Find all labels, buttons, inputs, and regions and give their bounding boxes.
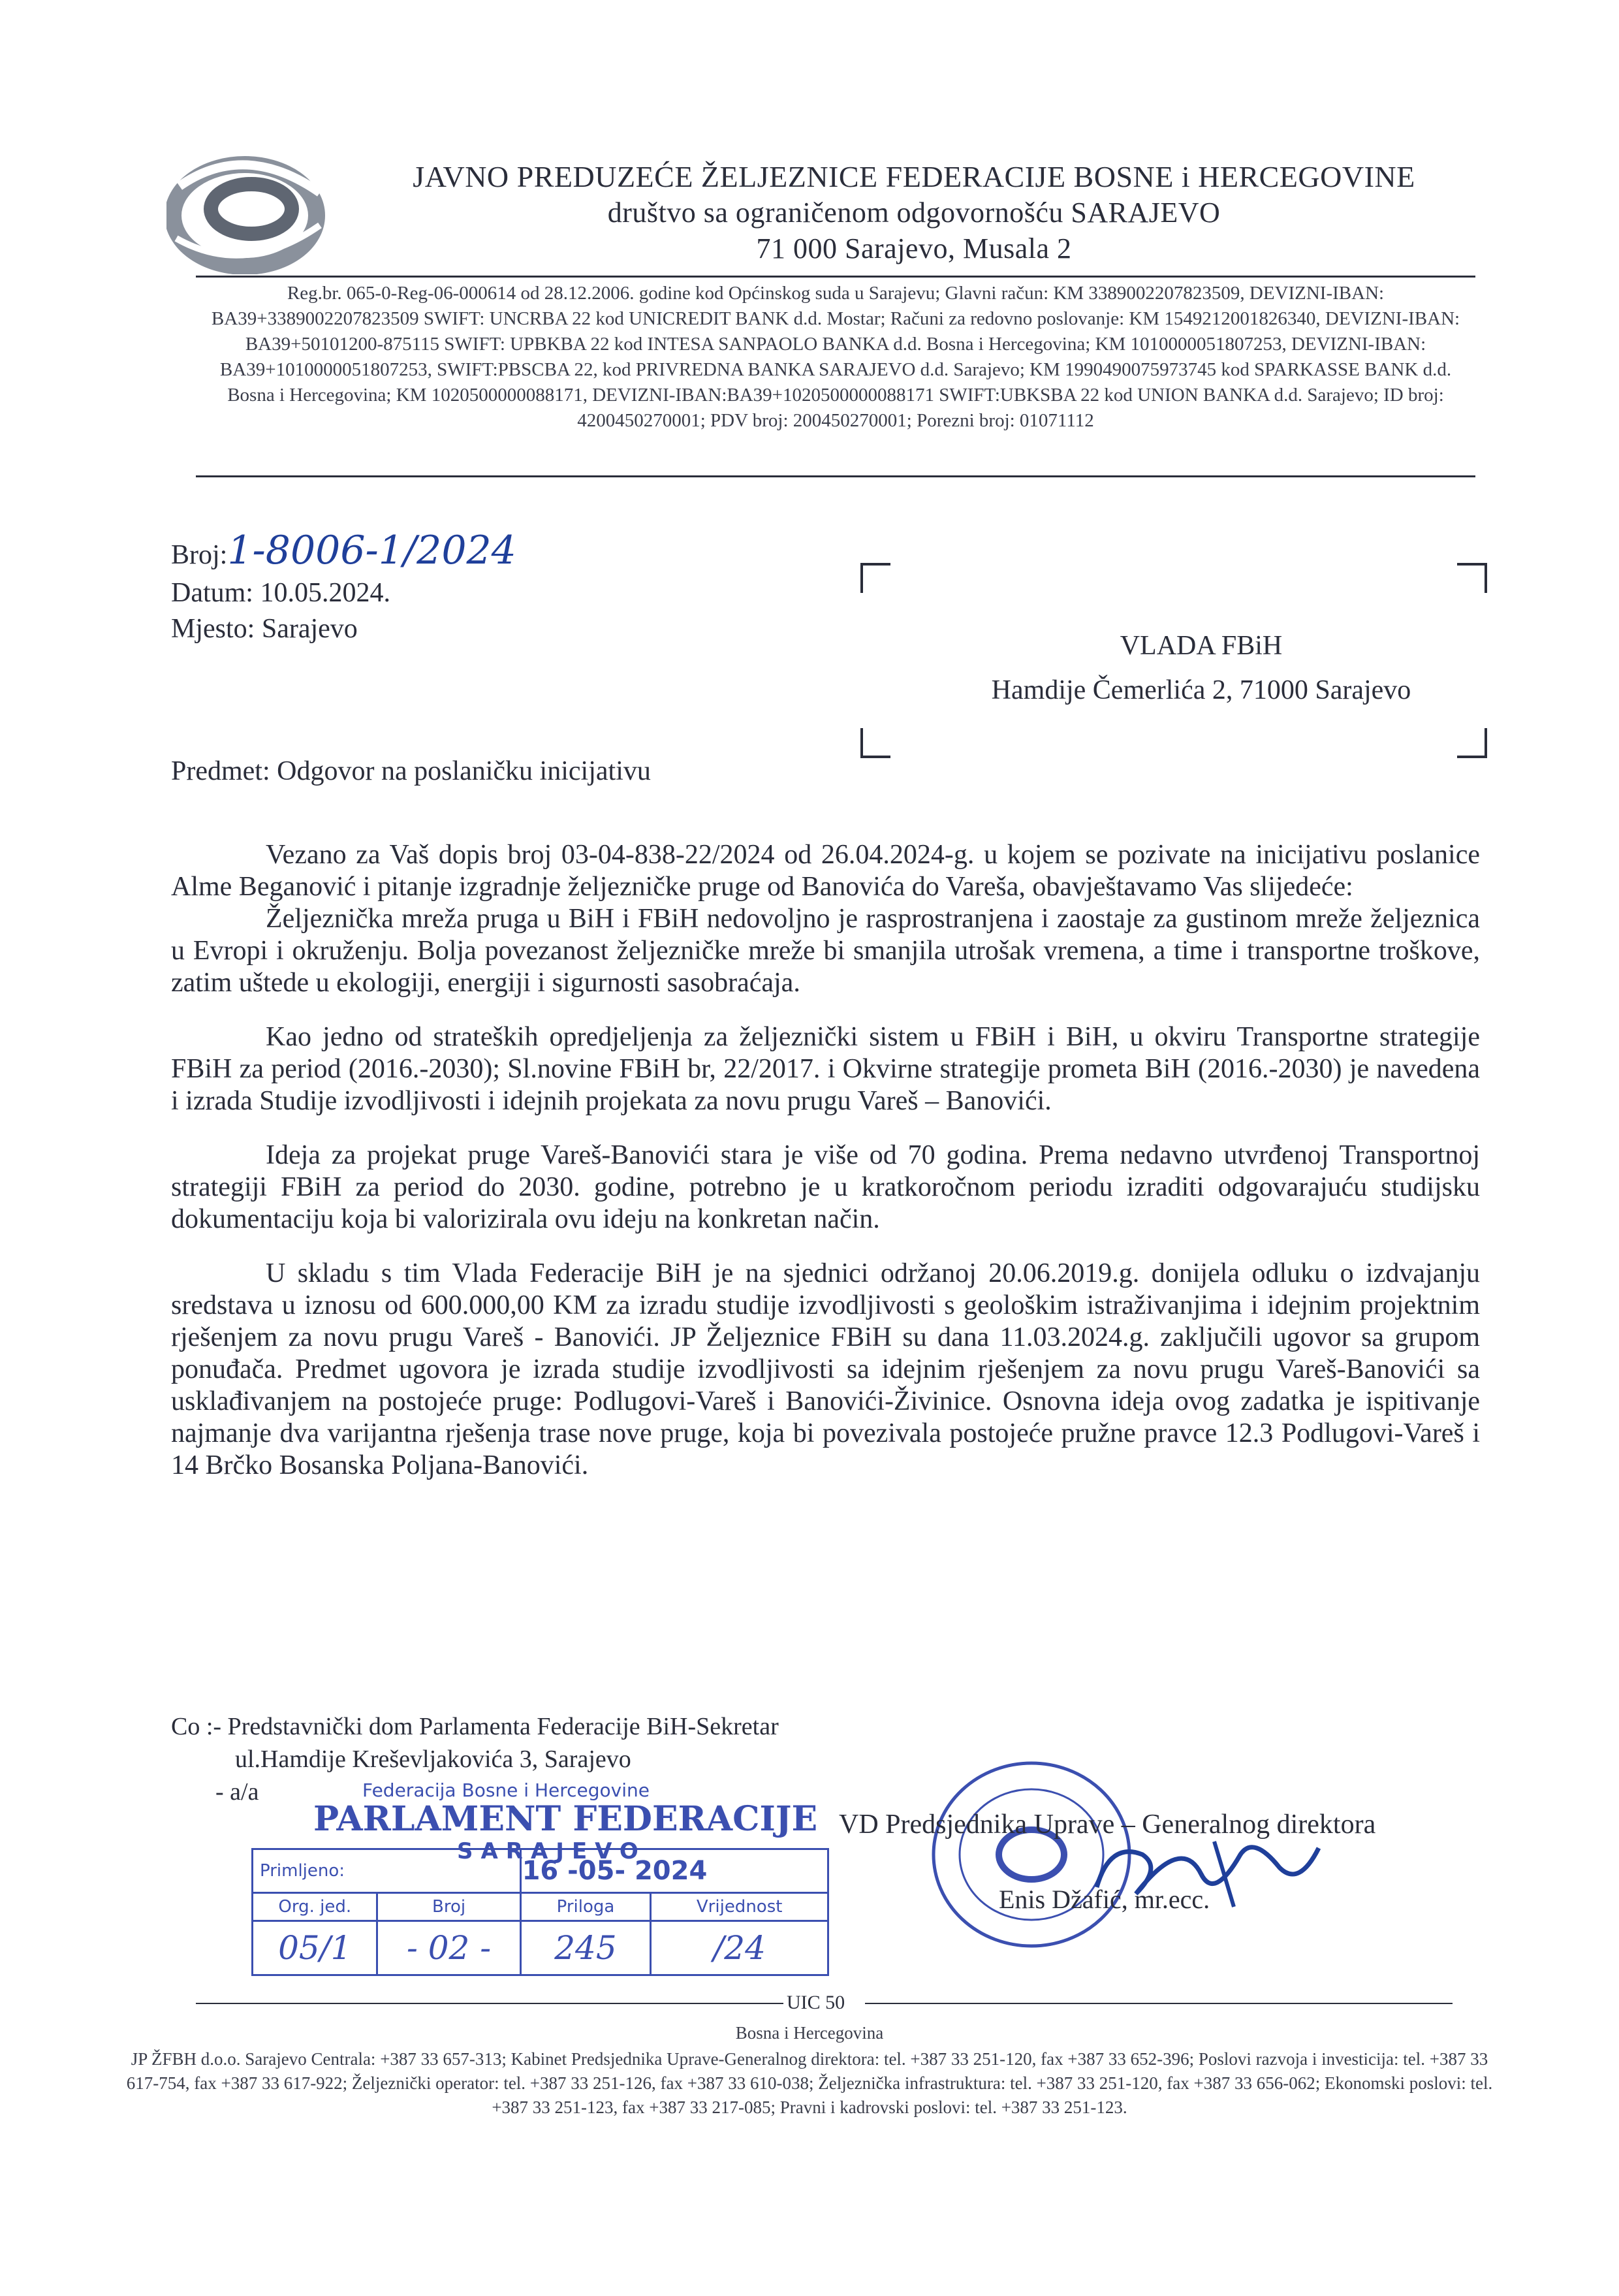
- stamp-val-number: - 02 -: [377, 1921, 520, 1975]
- footer-contacts: JP ŽFBH d.o.o. Sarajevo Centrala: +387 33 657-313; Kabinet Predsjednika Uprave-Generalnog direktora: tel. +387 33 251-120, fax +387 33 652-396; Poslovi razvoja i investicija: tel. +387 33 617-754, fax +387 33 617-922; Željeznički operator: tel. +387 33 251-126, fax +387 33 610-038; Željeznička infrastruktura: tel. +387 33 251-120, fax +387 33 656-062; Ekonomski poslovi: tel. +387 33 251-123, fax +387 33 217-085; Pravni i kadrovski poslovi: tel. +387 33 251-123.: [126, 2049, 1493, 2117]
- body-paragraph-3: Kao jedno od strateških opredjeljenja za željeznički sistem u FBiH i BiH, u okviru Transportne strategije FBiH za period (2016.-2030); Sl.novine FBiH br, 22/2017. i Okvirne strategije prometa BiH (2016.-2030) je navedena i izrada Studije izvodljivosti i idejnih projekata za novu prugu Vareš – Banovići.: [171, 1022, 1480, 1116]
- subject-line: Predmet: Odgovor na poslaničku inicijativu: [171, 756, 651, 786]
- stamp-received-label: Primljeno:: [253, 1849, 521, 1893]
- footer-rule-right: [865, 2003, 1453, 2004]
- company-logo: [166, 147, 330, 274]
- stamp-received-date: 16 -05- 2024: [520, 1849, 828, 1893]
- cc-line-2: ul.Hamdije Kreševljakovića 3, Sarajevo: [235, 1746, 631, 1773]
- body-paragraph-1: Vezano za Vaš dopis broj 03-04-838-22/2024 od 26.04.2024-g. u kojem se pozivate na inicijativu poslanice Alme Beganović i pitanje izgradnje željezničke pruge od Banovića do Vareša, obavještavamo Vas slijedeće:: [171, 840, 1480, 902]
- stamp-city-line: SARAJEVO: [457, 1838, 646, 1864]
- stamp-col-value: Vrijednost: [651, 1893, 828, 1921]
- cc-line-1: Co :- Predstavnički dom Parlamenta Federacije BiH-Sekretar: [171, 1713, 779, 1740]
- document-date: Datum: 10.05.2024.: [171, 578, 390, 608]
- document-place: Mjesto: Sarajevo: [171, 614, 358, 644]
- stamp-val-attachments: 245: [520, 1921, 651, 1975]
- footer-country: Bosna i Hercegovina: [735, 2023, 884, 2043]
- signatory-name: Enis Džafić, mr.ecc.: [999, 1885, 1210, 1914]
- reference-handwritten: 1-8006-1/2024: [227, 528, 516, 573]
- stamp-federation-line: Federacija Bosne i Hercegovine: [362, 1779, 650, 1801]
- stamp-val-value: /24: [651, 1921, 828, 1975]
- stamp-val-org: 05/1: [253, 1921, 377, 1975]
- header-rule-bottom: [196, 475, 1475, 477]
- window-corner-bottom-right: [1457, 728, 1487, 758]
- company-address: 71 000 Sarajevo, Musala 2: [756, 232, 1072, 264]
- stamp-parliament-line: PARLAMENT FEDERACIJE: [313, 1799, 818, 1839]
- window-corner-bottom-left: [860, 728, 890, 758]
- window-corner-top-right: [1457, 563, 1487, 593]
- stamp-col-org: Org. jed.: [253, 1893, 377, 1921]
- recipient-name: VLADA FBiH: [1120, 631, 1283, 661]
- footer-uic-code: UIC 50: [787, 1992, 845, 2013]
- header-rule-top: [196, 276, 1475, 278]
- cc-line-3: - a/a: [215, 1778, 259, 1806]
- window-corner-top-left: [860, 563, 890, 593]
- stamp-col-number: Broj: [377, 1893, 520, 1921]
- recipient-address: Hamdije Čemerlića 2, 71000 Sarajevo: [991, 675, 1411, 705]
- reference-number: [171, 528, 516, 573]
- stamp-col-attachments: Priloga: [520, 1893, 651, 1921]
- body-paragraph-5: U skladu s tim Vlada Federacije BiH je na sjednici održanoj 20.06.2019.g. donijela odluku o izdvajanju sredstava u iznosu od 600.000,00 KM za izradu studije izvodljivosti s geološkim istraživanjima i idejnim projektnim rješenjem za novu prugu Vareš - Banovići. JP Željeznice FBiH su dana 11.03.2024.g. zaključili ugovor sa grupom ponuđača. Predmet ugovora je izrada studije izvodljivosti sa idejnim rješenjem za novu prugu Vareš-Banovići sa usklađivanjem na postojeće pruge: Podlugovi-Vareš i Banovići-Živinice. Osnovna ideja ovog zadatka je ispitivanje najmanje dva varijantna rješenja trase nove pruge, koja bi povezivala postojeće pružne pravce 12.3 Podlugovi-Vareš i 14 Brčko Bosanska Poljana-Banovići.: [171, 1258, 1480, 1480]
- body-paragraph-2: Željeznička mreža pruga u BiH i FBiH nedovoljno je rasprostranjena i zaostaje za gustinom mreže željeznica u Evropi i okruženju. Bolja povezanost željezničke mreže bi smanjila utrošak vremena, a time i transportne troškove, zatim uštede u ekologiji, energiji i sigurnosti sasobraćaja.: [171, 904, 1480, 998]
- registration-info: Reg.br. 065-0-Reg-06-000614 od 28.12.2006. godine kod Općinskog suda u Sarajevu; Glavni račun: KM 3389002207823509, DEVIZNI-IBAN: BA39+3389002207823509 SWIFT: UNCRBA 22 kod UNICREDIT BANK d.d. Mostar; Računi za redovno poslovanje: KM 1549212001826340, DEVIZNI-IBAN: BA39+50101200-875115 SWIFT: UPBKBA 22 kod INTESA SANPAOLO BANKA d.d. Bosna i Hercegovina; KM 1010000051807253, DEVIZNI-IBAN: BA39+1010000051807253, SWIFT:PBSCBA 22, kod PRIVREDNA BANKA SARAJEVO d.d. Sarajevo; KM 1990490075973745 kod SPARKASSE BANK d.d. Bosna i Hercegovina; KM 1020500000088171, DEVIZNI-IBAN:BA39+1020500000088171 SWIFT:UBKSBA 22 kod UNION BANKA d.d. Sarajevo; ID broj: 4200450270001; PDV broj: 200450270001; Porezni broj: 01071112: [211, 283, 1460, 431]
- footer-rule-left: [196, 2003, 783, 2004]
- reference-label: Broj:: [171, 540, 228, 570]
- received-stamp-table: [251, 1848, 829, 1976]
- body-paragraph-4: Ideja za projekat pruge Vareš-Banovići stara je više od 70 godina. Prema nedavno utvrđenoj Transportnoj strategiji FBiH za period do 2030. godine, potrebno je u kratkoročnom periodu izraditi odgovarajuću studijsku dokumentaciju koja bi valorizirala ovu ideju na konkretan način.: [171, 1140, 1480, 1234]
- company-legal-form: društvo sa ograničenom odgovornošću SARAJEVO: [607, 197, 1221, 229]
- letter-body: [171, 839, 1480, 1504]
- company-name: JAVNO PREDUZEĆE ŽELJEZNICE FEDERACIJE BOSNE i HERCEGOVINE: [413, 160, 1415, 193]
- signatory-title: VD Predsjednika Uprave – Generalnog direktora: [839, 1810, 1376, 1840]
